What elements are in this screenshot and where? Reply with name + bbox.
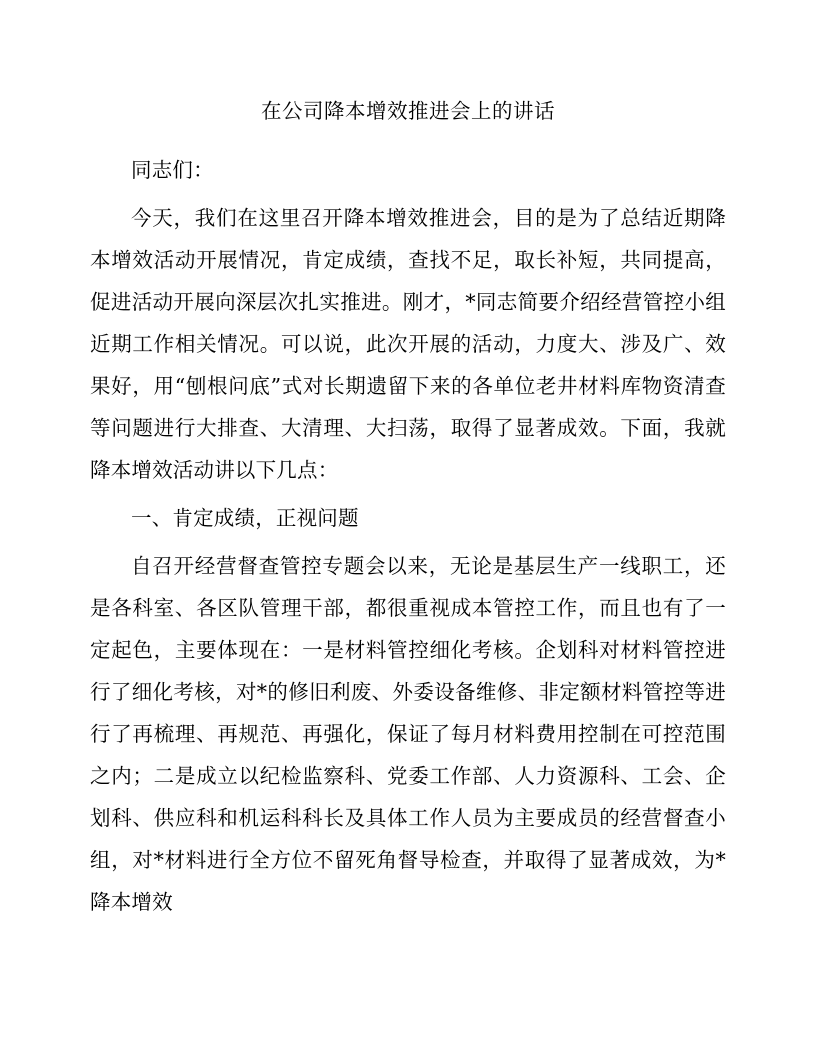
- page-title: 在公司降本增效推进会上的讲话: [261, 99, 555, 123]
- salutation: 同志们：: [131, 157, 214, 182]
- body-paragraph-2: 自召开经营督查管控专题会以来，无论是基层生产一线职工，还是各科室、各区队管理干部，都很重视成本管控工作，而且也有了一定起色，主要体现在：一是材料管控细化考核。企划科对材料管控进行了细化考核，对*的修旧利废、外委设备维修、非定额材料管控等进行了再梳理、再规范、再强化，保证了每月材料费用控制在可控范围之内；二是成立以纪检监察科、党委工作部、人力资源科、工会、企划科、供应科和机运科科长及具体工作人员为主要成员的经营督查小组，对*材料进行全方位不留死角督导检查，并取得了显著成效，为*降本增效: [90, 553, 726, 914]
- body-paragraph-1: 今天，我们在这里召开降本增效推进会，目的是为了总结近期降本增效活动开展情况，肯定成绩，查找不足，取长补短，共同提高，促进活动开展向深层次扎实推进。刚才，*同志简要介绍经营管控小组近期工作相关情况。可以说，此次开展的活动，力度大、涉及广、效果好，用“刨根问底”式对长期遗留下来的各单位老井材料库物资清查等问题进行大排查、大清理、大扫荡，取得了显著成效。下面，我就降本增效活动讲以下几点：: [90, 205, 726, 482]
- section-heading-1: 一、肯定成绩，正视问题: [131, 505, 359, 530]
